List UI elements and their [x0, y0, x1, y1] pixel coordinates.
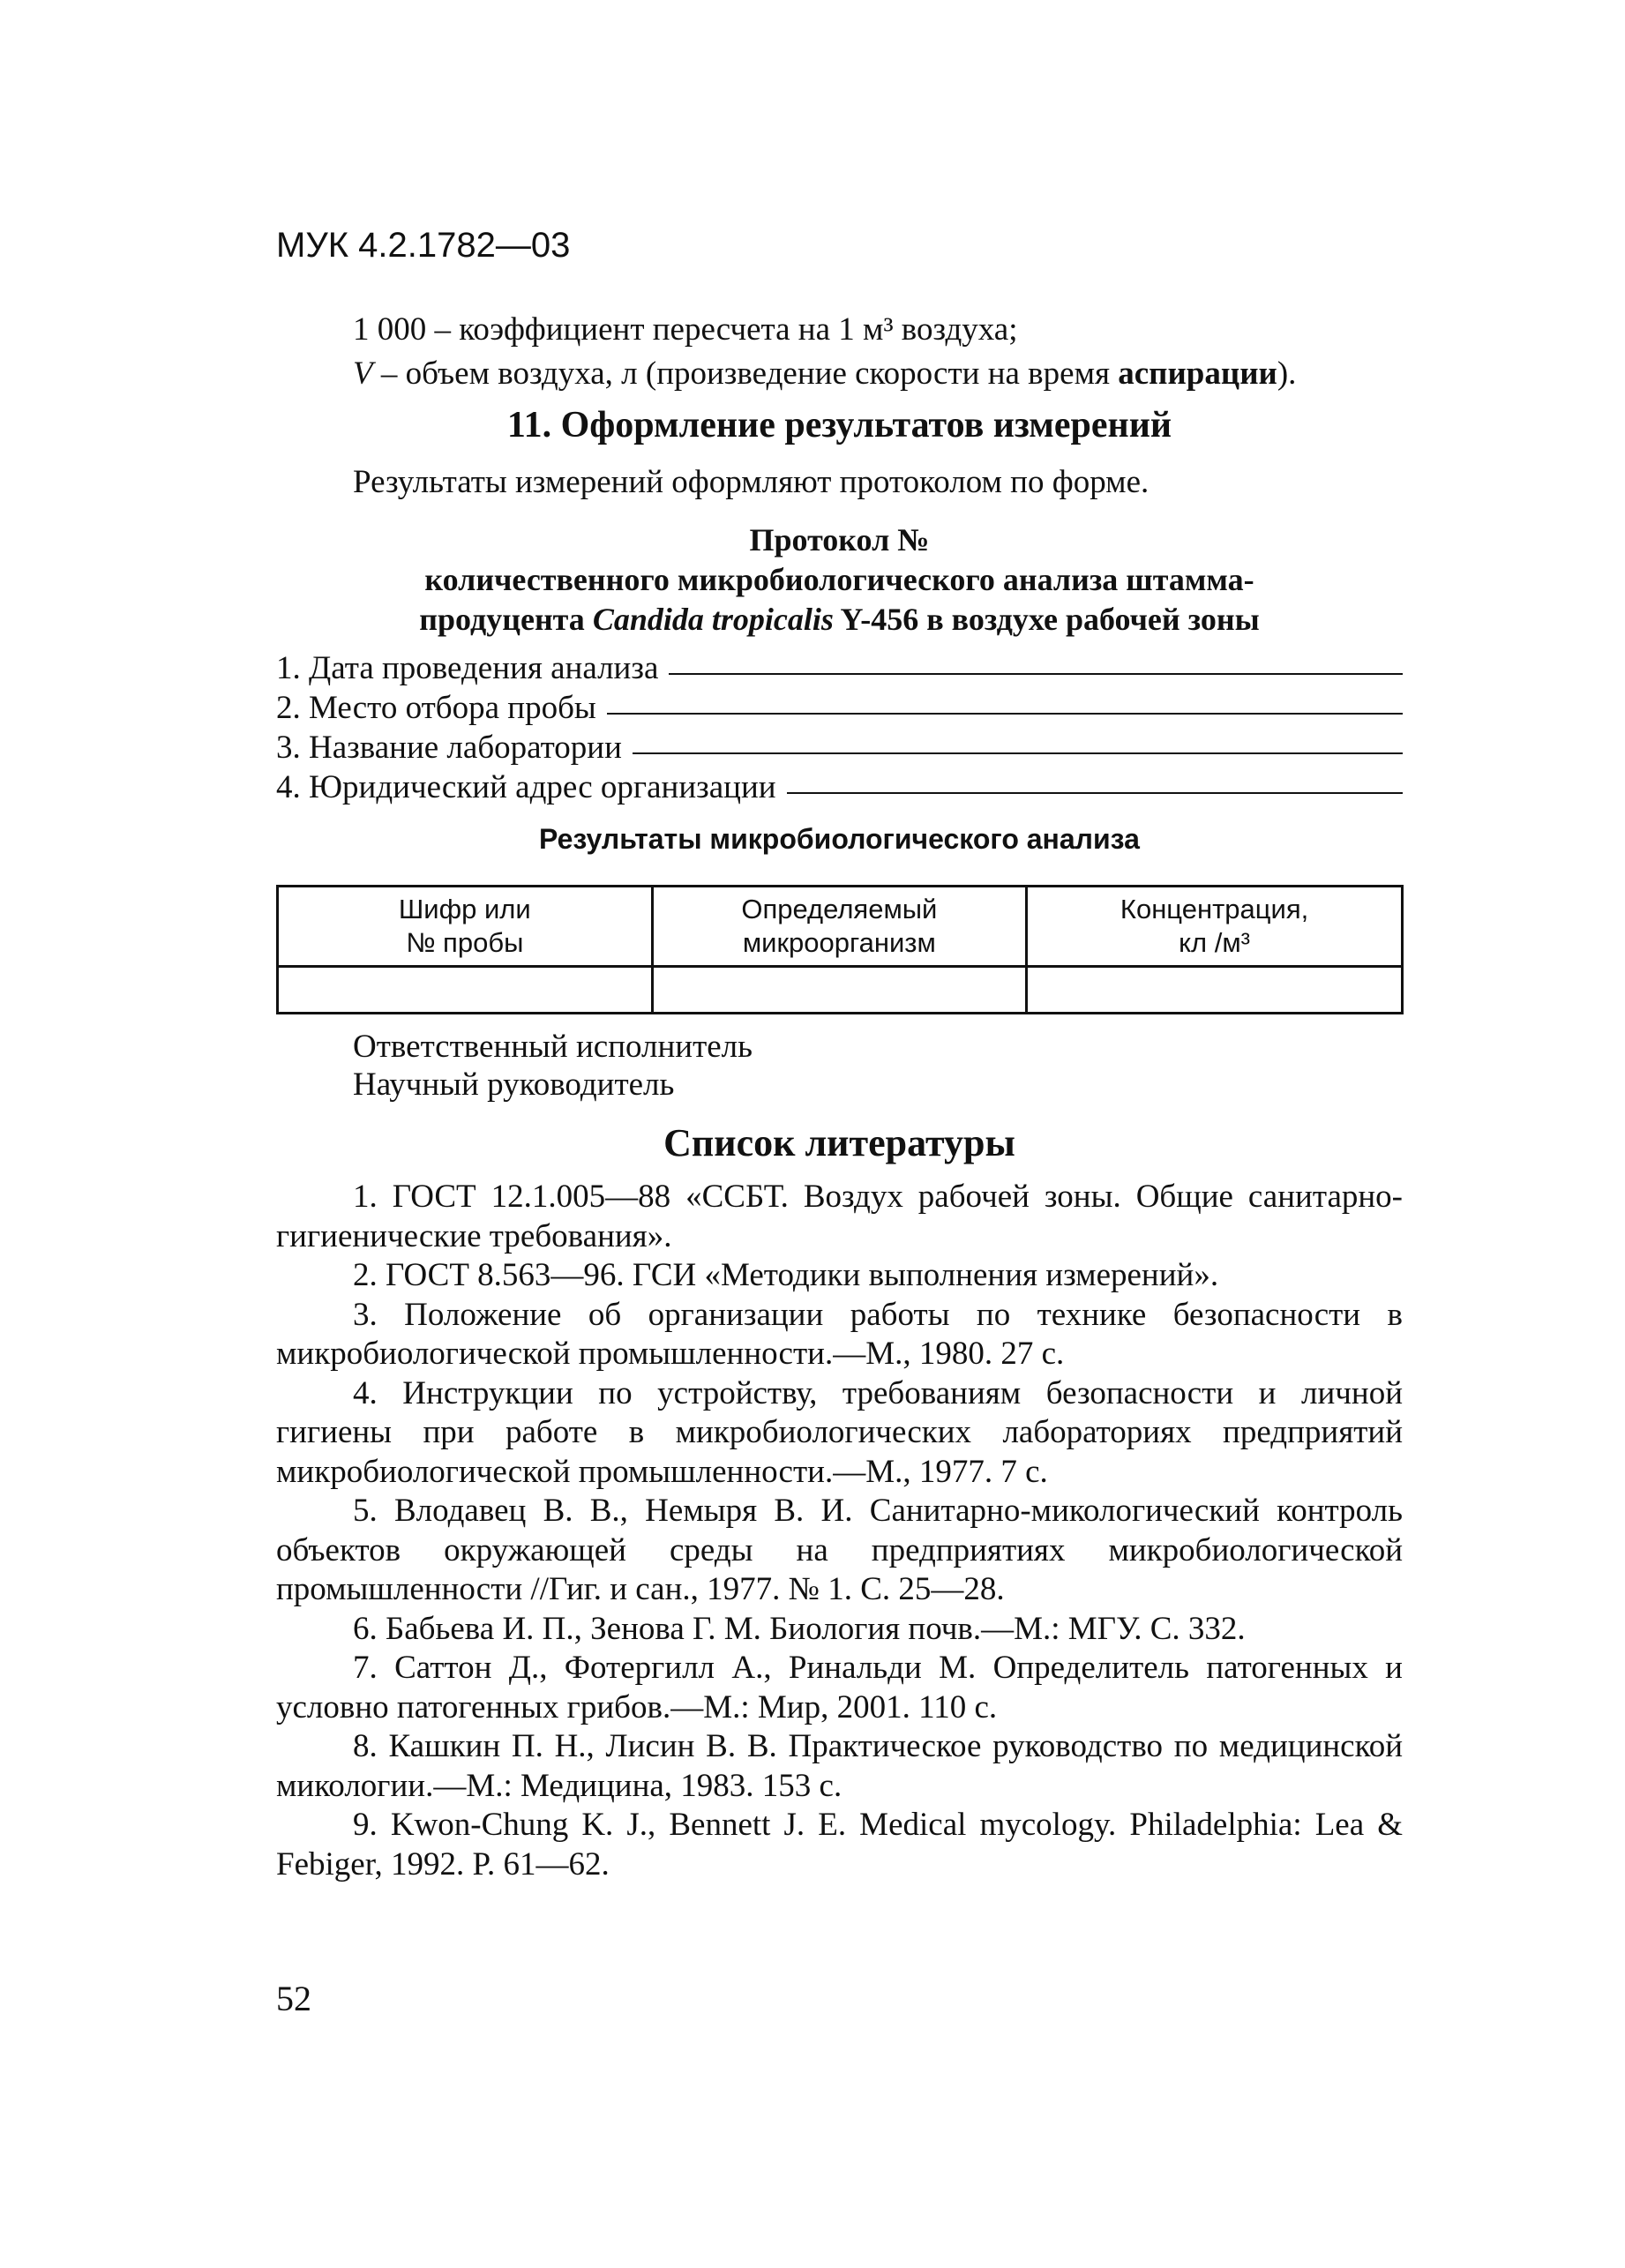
form-field-label: 3. Название лаборатории — [276, 730, 622, 766]
list-item: 2. ГОСТ 8.563—96. ГСИ «Методики выполнения измерений». — [353, 1257, 1219, 1293]
form-field-label: 1. Дата проведения анализа — [276, 650, 659, 686]
legend-bold-word: аспирации — [1118, 356, 1277, 392]
list-item: 4. Инструкции по устройству, требованиям безопасности и личной гигиены при работе в микробиологических лабораториях предприятий микробиологической промышленности.—М., 1977. 7 с. — [276, 1374, 1403, 1490]
results-table — [276, 885, 1404, 1014]
list-item: 1. ГОСТ 12.1.005—88 «ССБТ. Воздух рабочей зоны. Общие санитарно-гигиенические требования». — [276, 1179, 1403, 1254]
legend-line-2 — [353, 355, 1296, 393]
protocol-title: Протокол № — [749, 522, 930, 558]
protocol-subtitle-b: Y-456 в воздухе рабочей зоны — [833, 602, 1260, 637]
protocol-subtitle-1: количественного микробиологического анализа штамма- — [424, 562, 1254, 597]
signature-executor: Ответственный исполнитель — [353, 1029, 753, 1065]
signature-supervisor: Научный руководитель — [353, 1067, 675, 1103]
fill-line — [669, 672, 1403, 675]
fill-line — [787, 791, 1403, 794]
fill-line — [607, 712, 1403, 715]
list-item: 5. Влодавец В. В., Немыря В. И. Санитарно-микологический контроль объектов окружающей среды на предприятиях микробиологической промышленности //Гиг. и сан., 1977. № 1. С. 25—28. — [276, 1493, 1403, 1607]
legend-symbol: V — [353, 356, 373, 392]
form-field-place — [276, 689, 1403, 727]
document-code: МУК 4.2.1782—03 — [276, 226, 571, 265]
form-field-address — [276, 768, 1403, 806]
legend-line-1: 1 000 – коэффициент пересчета на 1 м³ воздуха; — [353, 311, 1018, 348]
section-text: Результаты измерений оформляют протоколом по форме. — [353, 464, 1149, 500]
protocol-subtitle-a: продуцента — [419, 602, 593, 637]
form-field-label: 2. Место отбора пробы — [276, 690, 596, 726]
table-header-row — [278, 887, 1403, 967]
list-item: 3. Положение об организации работы по технике безопасности в микробиологической промышленности.—М., 1980. 27 с. — [276, 1296, 1403, 1372]
table-header-cell: Определяемый микроорганизм — [652, 887, 1027, 967]
protocol-subtitle-2 — [276, 601, 1403, 638]
list-item: 9. Kwon-Chung K. J., Bennett J. E. Medical mycology. Philadelphia: Lea & Febiger, 1992. P. 61—62. — [276, 1807, 1403, 1883]
legend-text: – объем воздуха, л (произведение скорости на время — [372, 356, 1119, 392]
table-header-cell: Концентрация, кл /м³ — [1027, 887, 1403, 967]
table-cell — [278, 967, 653, 1014]
table-header-cell: Шифр или № пробы — [278, 887, 653, 967]
legend-end: ). — [1277, 356, 1297, 392]
table-row — [278, 967, 1403, 1014]
fill-line — [633, 752, 1403, 754]
list-item: 8. Кашкин П. Н., Лисин В. В. Практическое руководство по медицинской микологии.—М.: Медицина, 1983. 153 с. — [276, 1728, 1403, 1804]
table-cell — [1027, 967, 1403, 1014]
table-cell — [652, 967, 1027, 1014]
form-field-label: 4. Юридический адрес организации — [276, 769, 776, 805]
references-list — [276, 1178, 1403, 1884]
list-item: 6. Бабьева И. П., Зенова Г. М. Биология почв.—М.: МГУ. С. 332. — [353, 1610, 1246, 1647]
form-field-date — [276, 649, 1403, 687]
list-item: 7. Саттон Д., Фотергилл А., Ринальди М. Определитель патогенных и условно патогенных грибов.—М.: Мир, 2001. 110 с. — [276, 1650, 1403, 1725]
references-title: Список литературы — [663, 1121, 1015, 1164]
section-title: 11. Оформление результатов измерений — [506, 405, 1172, 445]
species-name: Candida tropicalis — [592, 602, 834, 637]
form-field-lab — [276, 729, 1403, 767]
page-number: 52 — [276, 1979, 311, 2018]
results-title: Результаты микробиологического анализа — [539, 823, 1140, 855]
